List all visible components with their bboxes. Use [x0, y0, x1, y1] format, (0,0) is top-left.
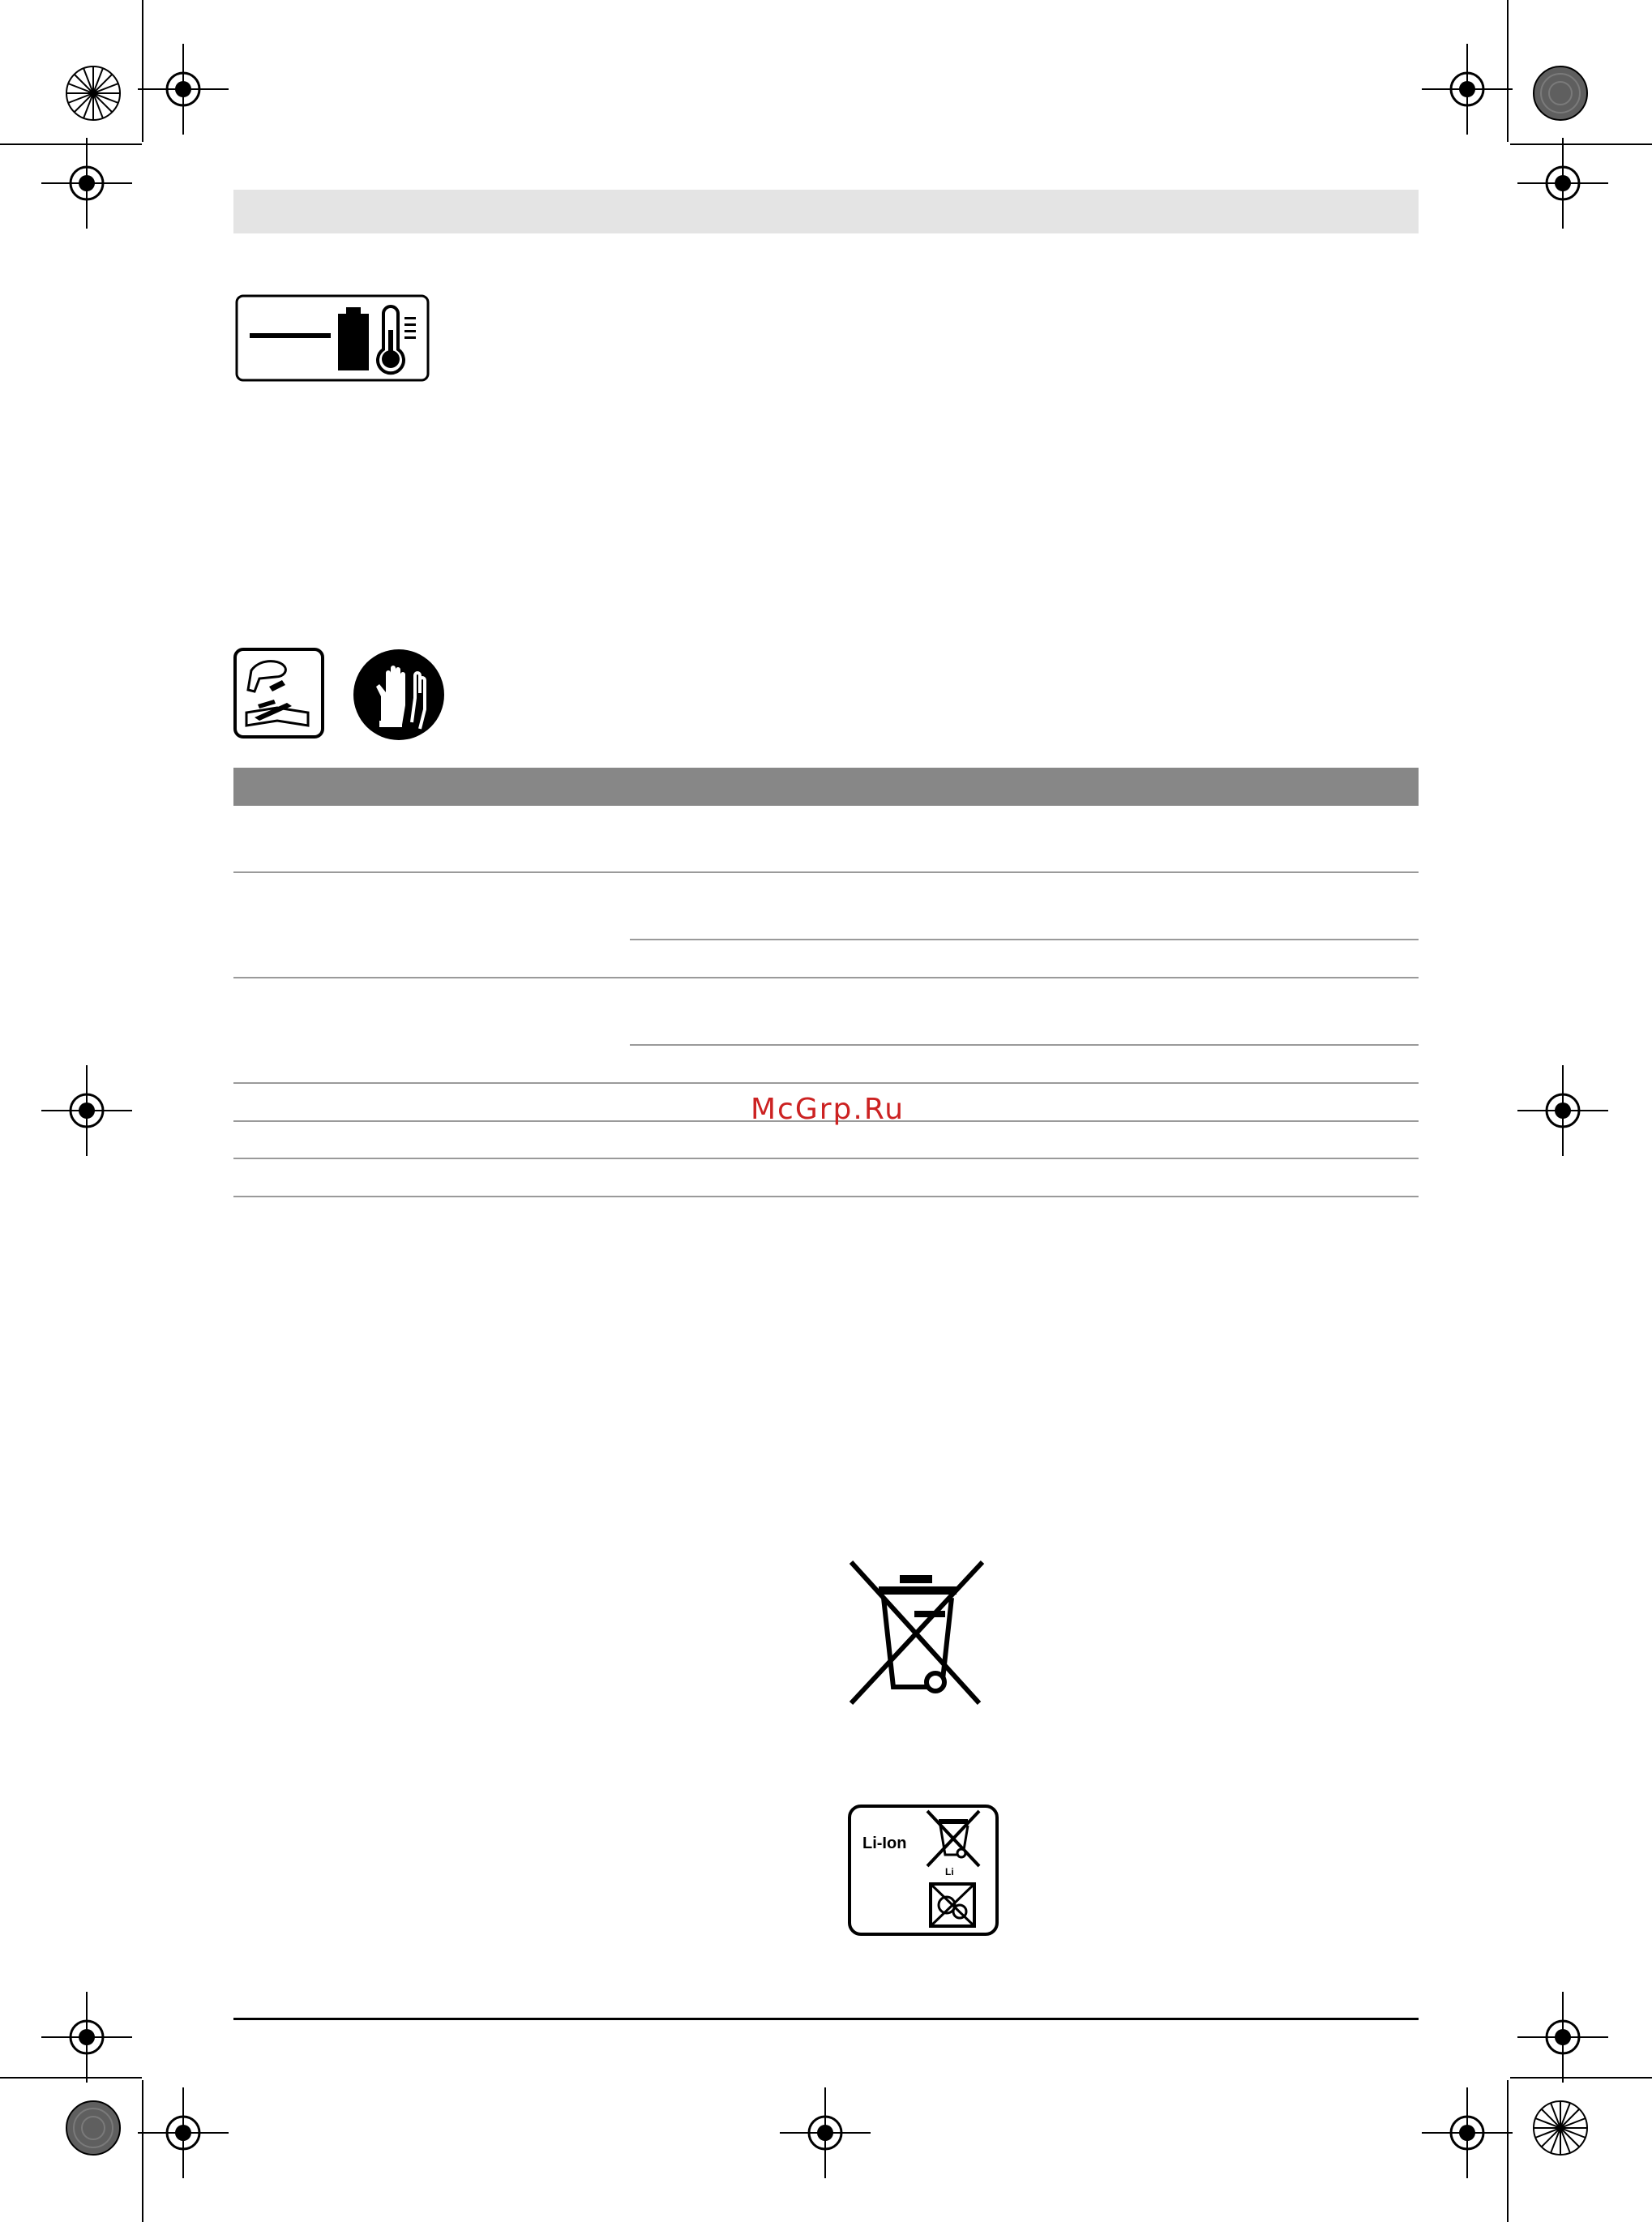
table-row-divider: [233, 1082, 1419, 1084]
table-row-subdivider: [630, 1044, 1419, 1046]
table-header-bar: [233, 768, 1419, 806]
battery-temperature-icon: [235, 294, 431, 382]
li-ion-recycling-icon: [848, 1805, 999, 1936]
crossed-out-wheelie-bin-icon: [846, 1559, 987, 1706]
table-row-divider: [233, 1158, 1419, 1159]
table-row-divider: [233, 977, 1419, 978]
section-header-bar: [233, 190, 1419, 233]
table-row-divider: [233, 1196, 1419, 1197]
read-manual-icon: [233, 648, 326, 740]
protective-gloves-icon: [352, 648, 446, 742]
table-row-subdivider: [630, 939, 1419, 940]
table-row-divider: [233, 871, 1419, 873]
watermark-text: McGrp.Ru: [751, 1093, 905, 1126]
li-ion-label: Li-Ion: [862, 1835, 907, 1852]
li-subscript-label: Li: [945, 1866, 954, 1877]
footer-rule: [233, 2018, 1419, 2020]
